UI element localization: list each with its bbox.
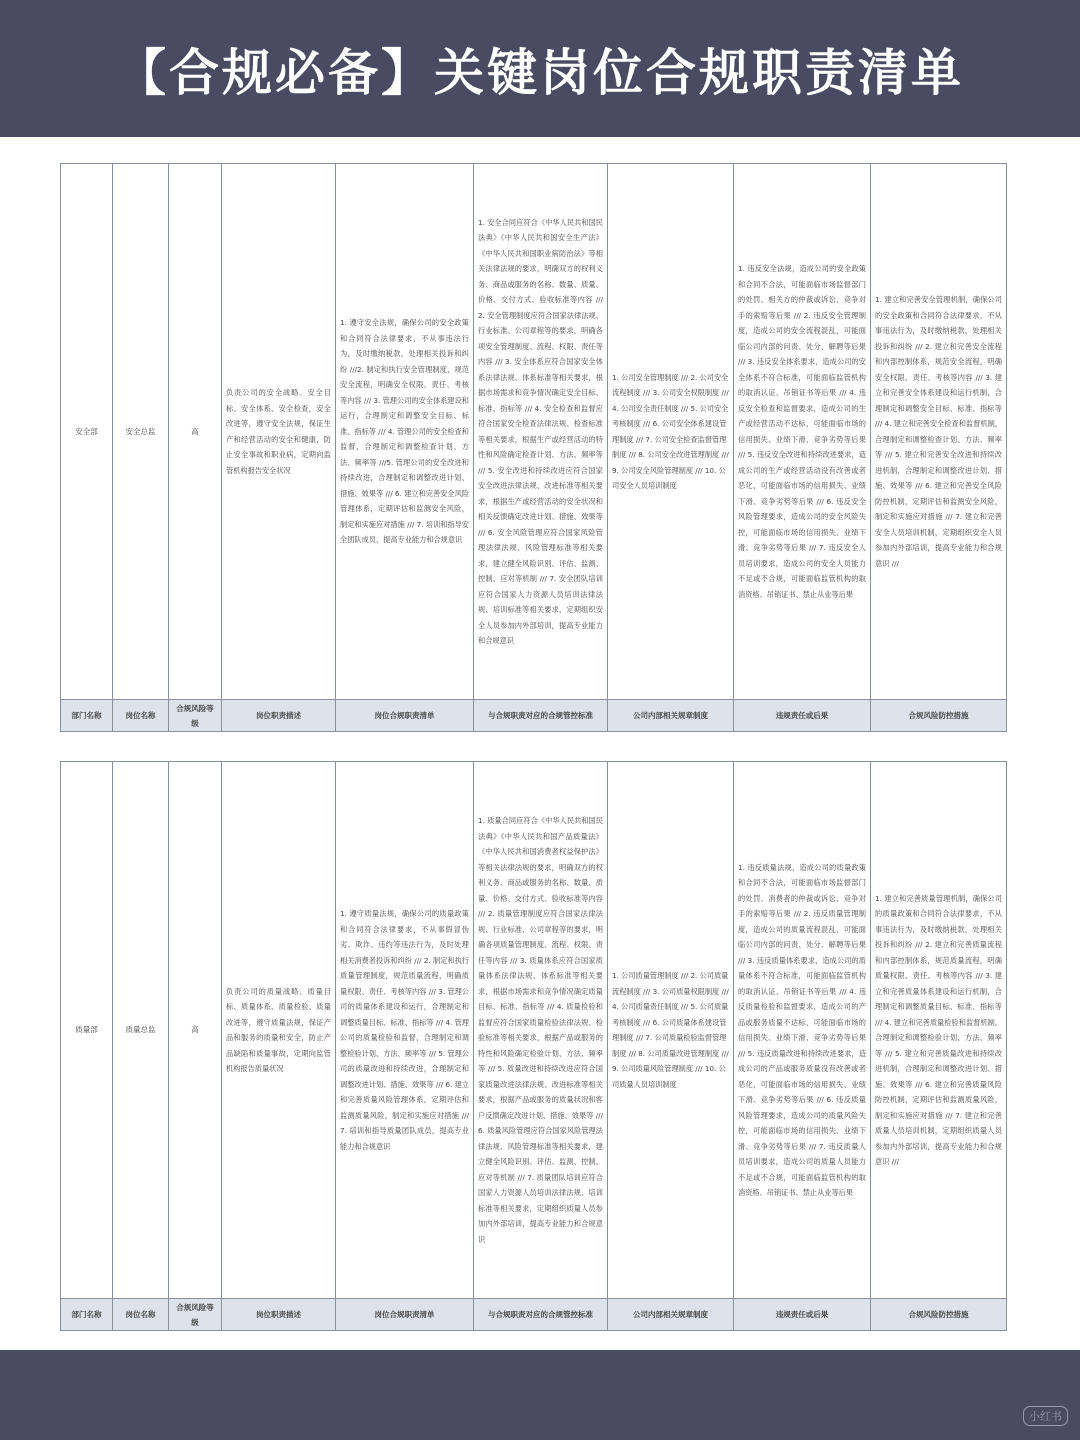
- standards-cell: 1. 安全合同应符合《中华人民共和国民法典》《中华人民共和国安全生产法》《中华人民共和国职业病防治法》等相关法律法规的要求，明确双方的权利义务、商品或服务的名称、数量、质量、价格、交付方式、验收标准等内容 /// 2. 安全管理制度应符合国家法律法规、行业标准、公司章程等的要求，明确各项安全管理制度、流程、权限、责任等内容 /// 3. 安全体系应符合国家安全体系法律法规、体系标准等相关要求，根据市场需求和竞争情况确定安全目标、标准、指标等 /// 4. 安全检查和监督应符合国家安全检查法律法规、检查标准等相关要求，根据生产或经营活动的特性和风险确定检查计划、方法、频率等 /// 5. 安全改进和持续改进应符合国家安全改进法律法规、改进标准等相关要求，根据生产或经营活动的安全状况和相关反馈确定改进计划、措施、效果等 /// 6. 安全风险管理应符合国家风险管理法律法规、风险管理标准等相关要求，建立健全风险识别、评估、监测、控制、应对等机制 /// 7. 安全团队培训应符合国家人力资源人员培训法律法规、培训标准等相关要求，定期组织安全人员参加内外部培训，提高专业能力和合规意识: [474, 164, 608, 700]
- compliance-table-security: [60, 163, 1007, 732]
- table-row: [61, 164, 1007, 700]
- table-row: [61, 762, 1007, 1299]
- column-header: 岗位职责描述: [222, 700, 336, 732]
- dept-cell: 安全部: [61, 164, 113, 700]
- column-header: 违规责任或后果: [734, 1299, 871, 1331]
- duty-desc-cell: 负责公司的质量战略、质量目标、质量体系、质量检验、质量改进等，遵守质量法规，保证产品和服务的质量和安全，防止产品缺陷和质量事故，定期向监管机构报告质量状况: [222, 762, 336, 1299]
- risk-cell: 高: [169, 762, 222, 1299]
- standards-cell: 1. 质量合同应符合《中华人民共和国民法典》《中华人民共和国产品质量法》《中华人民共和国消费者权益保护法》等相关法律法规的要求，明确双方的权利义务、商品或服务的名称、数量、质量、价格、交付方式、验收标准等内容 /// 2. 质量管理制度应符合国家法律法规、行业标准、公司章程等的要求，明确各项质量管理制度、流程、权限、责任等内容 /// 3. 质量体系应符合国家质量体系法律法规、体系标准等相关要求，根据市场需求和竞争情况确定质量目标、标准、指标等 /// 4. 质量检验和监督应符合国家质量检验法律法规、检验标准等相关要求，根据产品或服务的特性和风险确定检验计划、方法、频率等 /// 5. 质量改进和持续改进应符合国家质量改进法律法规、改进标准等相关要求，根据产品或服务的质量状况和客户反馈确定改进计划、措施、效果等 /// 6. 质量风险管理应符合国家风险管理法律法规、风险管理标准等相关要求，建立健全风险识别、评估、监测、控制、应对等机制 /// 7. 质量团队培训应符合国家人力资源人员培训法律法规、培训标准等相关要求，定期组织质量人员参加内外部培训，提高专业能力和合规意识: [474, 762, 608, 1299]
- column-header: 部门名称: [61, 1299, 113, 1331]
- position-cell: 安全总监: [113, 164, 169, 700]
- column-header: 岗位名称: [113, 700, 169, 732]
- watermark-logo: 小红书: [1023, 1406, 1068, 1426]
- regulations-cell: 1. 公司质量管理制度 /// 2. 公司质量流程制度 /// 3. 公司质量权限制度 /// 4. 公司质量责任制度 /// 5. 公司质量考核制度 /// 6. 公司质量体系建设管理制度 /// 7. 公司质量检验监督管理制度 /// 8. 公司质量改进管理制度 /// 9. 公司质量风险管理制度 /// 10. 公司质量人员培训制度: [608, 762, 734, 1299]
- column-header: 与合规职责对应的合规管控标准: [474, 1299, 608, 1331]
- column-header: 岗位职责描述: [222, 1299, 336, 1331]
- column-header: 合规风险防控措施: [871, 1299, 1007, 1331]
- compliance-list-cell: 1. 遵守安全法规，确保公司的安全政策和合同符合法律要求，不从事违法行为，及时缴纳税款，处理相关投诉和纠纷 ///2. 制定和执行安全管理制度，规范安全流程，明确安全权限、责任、考核等内容 /// 3. 管理公司的安全体系建设和运行，合理制定和调整安全目标、标准、指标等 /// 4. 管理公司的安全检查和监督，合理制定和调整检查计划、方法、频率等 ///5. 管理公司的安全改进和持续改进，合理制定和调整改进计划、措施、效果等 /// 6. 建立和完善安全风险管理体系，定期评估和监测安全风险，制定和实施应对措施 /// 7. 培训和指导安全团队成员，提高专业能力和合规意识: [336, 164, 474, 700]
- position-cell: 质量总监: [113, 762, 169, 1299]
- compliance-table-quality: [60, 761, 1007, 1331]
- dept-cell: 质量部: [61, 762, 113, 1299]
- measures-cell: 1. 建立和完善安全管理机制，确保公司的安全政策和合同符合法律要求，不从事违法行为，及时缴纳税款，处理相关投诉和纠纷 /// 2. 建立和完善安全流程和内部控制体系，规范安全流程，明确安全权限、责任、考核等内容 /// 3. 建立和完善安全体系建设和运行机制，合理制定和调整安全目标、标准、指标等 /// 4. 建立和完善安全检查和监督机制，合理制定和调整检查计划、方法、频率等 /// 5. 建立和完善安全改进和持续改进机制，合理制定和调整改进计划、措施、效果等 /// 6. 建立和完善安全风险防控机制，定期评估和监测安全风险，制定和实施应对措施 /// 7. 建立和完善安全人员培训机制，定期组织安全人员参加内外部培训，提高专业能力和合规意识 ///: [871, 164, 1007, 700]
- compliance-list-cell: 1. 遵守质量法规，确保公司的质量政策和合同符合法律要求，不从事假冒伪劣、欺诈、违约等违法行为，及时处理相关消费者投诉和纠纷 /// 2. 制定和执行质量管理制度，规范质量流程，明确质量权限、责任、考核等内容 /// 3. 管理公司的质量体系建设和运行，合理制定和调整质量目标、标准、指标等 /// 4. 管理公司的质量检验和监督，合理制定和调整检验计划、方法、频率等 /// 5. 管理公司的质量改进和持续改进，合理制定和调整改进计划、措施、效果等 /// 6. 建立和完善质量风险管理体系，定期评估和监测质量风险，制定和实施应对措施 /// 7. 培训和指导质量团队成员，提高专业能力和合规意识: [336, 762, 474, 1299]
- column-header: 部门名称: [61, 700, 113, 732]
- column-header-row: [61, 700, 1007, 732]
- column-header: 合规风险等级: [169, 700, 222, 732]
- title-banner: [0, 0, 1080, 137]
- duty-desc-cell: 负责公司的安全战略、安全目标、安全体系、安全检查，安全改进等，遵守安全法规，保证生产和经营活动的安全和健康，防止安全事故和职业病，定期向监管机构报告安全状况: [222, 164, 336, 700]
- consequences-cell: 1. 违反质量法规，造成公司的质量政策和合同不合法，可能面临市场监督部门的处罚、消费者的仲裁或诉讼、竞争对手的索赔等后果 /// 2. 违反质量管理制度，造成公司的质量流程混乱，可能面临公司内部的问责、处分、解聘等后果 /// 3. 违反质量体系要求，造成公司的质量体系不符合标准，可能面临监管机构的取消认证、吊销证书等后果 /// 4. 违反质量检验和监督要求，造成公司的产品或服务质量不达标，可能面临市场的信用损失、业绩下滑、竞争劣势等后果 /// 5. 违反质量改进和持续改进要求，造成公司的产品或服务质量没有改善或者恶化，可能面临市场的信用损失、业绩下滑、竞争劣势等后果 /// 6. 违反质量风险管理要求，造成公司的质量风险失控，可能面临市场的信用损失、业绩下滑、竞争劣势等后果 /// 7. 违反质量人员培训要求，造成公司的质量人员能力不足或不合规，可能面临监管机构的取消资格、吊销证书、禁止从业等后果: [734, 762, 871, 1299]
- regulations-cell: 1. 公司安全管理制度 /// 2. 公司安全流程制度 /// 3. 公司安全权限制度 /// 4. 公司安全责任制度 /// 5. 公司安全考核制度 /// 6. 公司安全体系建设管理制度 /// 7. 公司安全检查监督管理制度 /// 8. 公司安全改进管理制度 /// 9. 公司安全风险管理制度 /// 10. 公司安全人员培训制度: [608, 164, 734, 700]
- column-header: 违规责任或后果: [734, 700, 871, 732]
- risk-cell: 高: [169, 164, 222, 700]
- column-header: 公司内部相关规章制度: [608, 1299, 734, 1331]
- measures-cell: 1. 建立和完善质量管理机制，确保公司的质量政策和合同符合法律要求，不从事违法行为，及时缴纳税款，处理相关投诉和纠纷 /// 2. 建立和完善质量流程和内部控制体系，规范质量流程，明确质量权限、责任、考核等内容 /// 3. 建立和完善质量体系建设和运行机制，合理制定和调整质量目标、标准、指标等 /// 4. 建立和完善质量检验和监督机制，合理制定和调整检验计划、方法、频率等 /// 5. 建立和完善质量改进和持续改进机制，合理制定和调整改进计划、措施、效果等 /// 6. 建立和完善质量风险防控机制，定期评估和监测质量风险，制定和实施应对措施 /// 7. 建立和完善质量人员培训机制，定期组织质量人员参加内外部培训，提高专业能力和合规意识 ///: [871, 762, 1007, 1299]
- column-header: 岗位合规职责清单: [336, 1299, 474, 1331]
- column-header: 合规风险等级: [169, 1299, 222, 1331]
- column-header: 合规风险防控措施: [871, 700, 1007, 732]
- column-header: 岗位名称: [113, 1299, 169, 1331]
- column-header: 与合规职责对应的合规管控标准: [474, 700, 608, 732]
- column-header-row: [61, 1299, 1007, 1331]
- column-header: 岗位合规职责清单: [336, 700, 474, 732]
- consequences-cell: 1. 违反安全法规，造成公司的安全政策和合同不合法，可能面临市场监督部门的处罚、相关方的仲裁或诉讼、竞争对手的索赔等后果 /// 2. 违反安全管理制度，造成公司的安全流程混乱，可能面临公司内部的问责、处分、解聘等后果 /// 3. 违反安全体系要求，造成公司的安全体系不符合标准，可能面临监管机构的取消认证、吊销证书等后果 /// 4. 违反安全检查和监督要求，造成公司的生产或经营活动不达标，可能面临市场的信用损失、业绩下滑、竞争劣势等后果 /// 5. 违反安全改进和持续改进要求，造成公司的生产或经营活动没有改善或者恶化，可能面临市场的信用损失、业绩下滑、竞争劣势等后果 /// 6. 违反安全风险管理要求，造成公司的安全风险失控，可能面临市场的信用损失、业绩下滑、竞争劣势等后果 /// 7. 违反安全人员培训要求，造成公司的安全人员能力不足或不合规，可能面临监管机构的取消资格、吊销证书、禁止从业等后果: [734, 164, 871, 700]
- footer-banner: [0, 1350, 1080, 1440]
- column-header: 公司内部相关规章制度: [608, 700, 734, 732]
- page-title: 【合规必备】关键岗位合规职责清单: [116, 43, 964, 102]
